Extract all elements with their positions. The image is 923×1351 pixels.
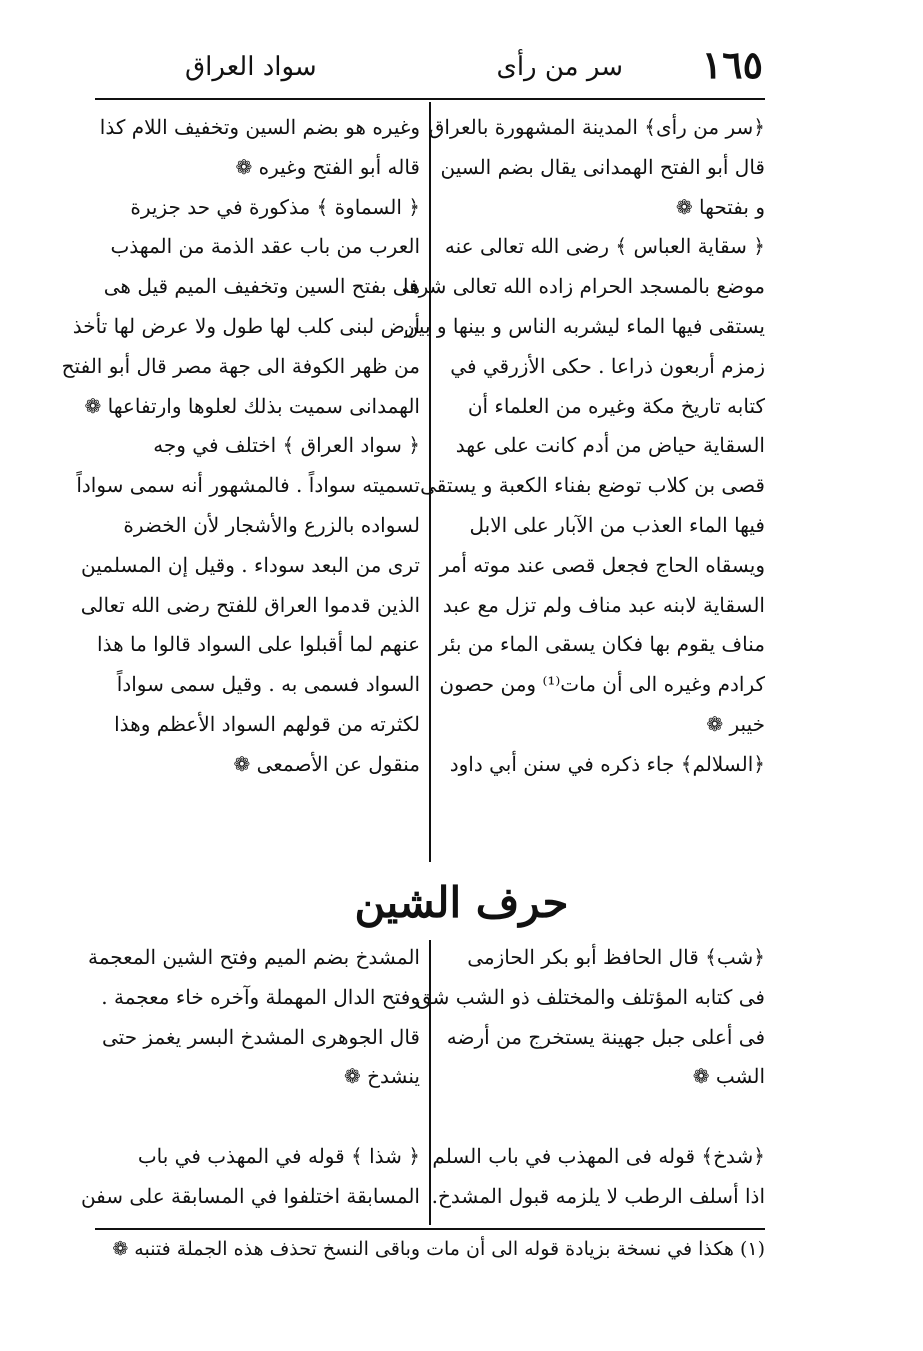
text-line: فى أعلى جبل جهينة يستخرج من أرضه <box>446 1024 765 1049</box>
text-line: ﴿ شذا ﴾ قوله في المهذب في باب <box>137 1143 420 1168</box>
header-rule <box>95 98 765 100</box>
text-line: قاله أبو الفتح وغيره ❁ <box>235 154 420 179</box>
text-line: ﴿شدخ﴾ قوله فى المهذب في باب السلم <box>432 1143 765 1168</box>
section-title: حرف الشين <box>354 878 569 927</box>
text-line: زمزم أربعون ذراعا . حكى الأزرقي في <box>450 353 765 378</box>
text-line: من ظهر الكوفة الى جهة مصر قال أبو الفتح <box>61 353 420 378</box>
text-line: يستقى فيها الماء ليشربه الناس و بينها و بين <box>403 313 765 338</box>
text-line: المسابقة اختلفوا في المسابقة على سفن <box>80 1183 420 1208</box>
text-line: ﴿ سقاية العباس ﴾ رضى الله تعالى عنه <box>444 234 765 259</box>
footnote: (١) هكذا في نسخة بزيادة قوله الى أن مات وباقى النسخ تحذف هذه الجملة فتنبه ❁ <box>112 1238 765 1260</box>
text-line: خيبر ❁ <box>706 711 765 736</box>
text-line: كرادم وغيره الى أن مات⁽¹⁾ ومن حصون <box>439 672 765 697</box>
text-line: ﴿ سواد العراق ﴾ اختلف في وجه <box>153 433 420 458</box>
text-line <box>95 1097 420 1137</box>
text-line: منقول عن الأصمعى ❁ <box>233 751 420 776</box>
running-header <box>95 40 763 100</box>
header-right-title: سر من رأى <box>496 52 623 82</box>
text-line: ﴿شب﴾ قال الحافظ أبو بكر الحازمى <box>467 945 765 969</box>
text-line: ﴿ السماوة ﴾ مذكورة في حد جزيرة <box>130 194 420 219</box>
text-line: الشب ❁ <box>692 1064 765 1089</box>
text-line: الذين قدموا العراق للفتح رضى الله تعالى <box>80 592 420 617</box>
text-line: فى كتابه المؤتلف والمختلف ذو الشب شق <box>415 984 765 1009</box>
lower-right-column <box>415 938 765 1217</box>
footnote-rule <box>95 1228 765 1230</box>
lower-left-column <box>80 938 420 1217</box>
upper-right-column <box>402 108 765 785</box>
page-number: ١٦٥ <box>701 42 763 87</box>
text-line <box>440 1097 765 1137</box>
header-left-title: سواد العراق <box>185 52 317 82</box>
text-line: السقاية لابنه عبد مناف ولم تزل مع عبد <box>442 592 765 617</box>
text-line: مناف يقوم بها فكان يسقى الماء من بئر <box>438 632 765 657</box>
text-line: لكثرته من قولهم السواد الأعظم وهذا <box>114 711 420 736</box>
text-line: كتابه تاريخ مكة وغيره من العلماء أن <box>467 393 765 418</box>
text-line: الهمدانى سميت بذلك لعلوها وارتفاعها ❁ <box>84 393 420 418</box>
text-line: السواد فسمى به . وقيل سمى سواداً <box>116 672 420 697</box>
text-line: ويسقاه الحاج فجعل قصى عند موته أمر <box>439 552 765 577</box>
text-line: وفتح الدال المهملة وآخره خاء معجمة . <box>101 984 420 1009</box>
text-line: قال الجوهرى المشدخ البسر يغمز حتى <box>101 1024 420 1049</box>
text-line: هى بفتح السين وتخفيف الميم قيل هى <box>103 274 420 299</box>
upper-left-column <box>61 108 420 785</box>
text-line: و بفتحها ❁ <box>675 194 765 219</box>
text-line: السقاية حياض من أدم كانت على عهد <box>455 433 765 458</box>
text-line: فيها الماء العذب من الآبار على الابل <box>469 512 765 537</box>
text-line: عنهم لما أقبلوا على السواد قالوا ما هذا <box>97 632 420 657</box>
text-line: المشدخ بضم الميم وفتح الشين المعجمة <box>87 945 420 969</box>
text-line: ينشدخ ❁ <box>344 1064 420 1089</box>
text-line: قال أبو الفتح الهمدانى يقال بضم السين <box>440 154 765 179</box>
text-line: تسميته سواداً . فالمشهور أنه سمى سواداً <box>76 473 420 498</box>
text-line: ﴿السلالم﴾ جاء ذكره في سنن أبي داود <box>449 751 765 776</box>
text-line: ترى من البعد سوداء . وقيل إن المسلمين <box>81 552 420 577</box>
text-line: موضع بالمسجد الحرام زاده الله تعالى شرفا <box>402 274 765 299</box>
text-line: العرب من باب عقد الذمة من المهذب <box>110 234 420 259</box>
text-line: لسواده بالزرع والأشجار لأن الخضرة <box>123 512 420 537</box>
text-line: أرض لبنى كلب لها طول ولا عرض لها تأخذ <box>72 313 420 338</box>
text-line: ﴿سر من رأى﴾ المدينة المشهورة بالعراق <box>428 115 765 139</box>
text-line: اذا أسلف الرطب لا يلزمه قبول المشدخ. <box>431 1183 765 1208</box>
text-line: وغيره هو بضم السين وتخفيف اللام كذا <box>99 115 420 139</box>
text-line: قصى بن كلاب توضع بفناء الكعبة و يستقى <box>420 473 765 498</box>
